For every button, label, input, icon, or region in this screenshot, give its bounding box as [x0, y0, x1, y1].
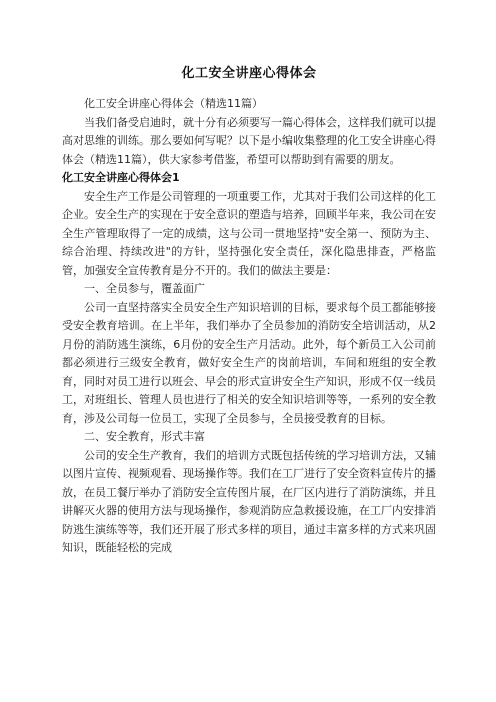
body-paragraph: 公司的安全生产教育，我们的培训方式既包括传统的学习培训方法，又辅以图片宣传、视频观看、现场操作等。我们在工厂进行了安全资料宣传片的播放，在员工餐厅举办了消防安全宣传图片展，在厂区内进行了消防演练，并且讲解灭火器的使用方法与现场操作，参观消防应急救援设施，在工厂内安排消防逃生演练等等，我们还开展了形式多样的项目，通过丰富多样的方式来巩固知识，既能轻松的完成	[62, 448, 436, 554]
document-title: 化工安全讲座心得体会	[181, 66, 317, 81]
document-subtitle: 化工安全讲座心得体会（精选11篇）	[84, 97, 263, 110]
subheading-1: 一、全员参与，覆盖面广	[84, 282, 205, 295]
body-paragraph: 公司一直坚持落实全员安全生产知识培训的目标，要求每个员工都能够接受安全教育培训。在上半年，我们举办了全员参加的消防安全培训活动，从2月份的消防逃生演练，6月份的安全生产月活动。此外，每个新员工入公司前都必须进行三级安全教育，做好安全生产的岗前培训，车间和班组的安全教育，同时对员工进行以班会、早会的形式宣讲安全生产知识，形成不仅一线员工，对班组长、管理人员也进行了相关的安全知识培训等等，一系列的安全教育，涉及公司每一位员工，实现了全员参与，全员接受教育的目标。	[62, 300, 436, 425]
intro-paragraph: 当我们备受启迪时，就十分有必须要写一篇心得体会，这样我们就可以提高对思维的训练。那么要如何写呢？以下是小编收集整理的化工安全讲座心得体会（精选11篇），供大家参考借鉴，希望可以帮助到有需要的朋友。	[62, 115, 436, 166]
section-heading: 化工安全讲座心得体会1	[62, 171, 180, 184]
subheading-2: 二、安全教育，形式丰富	[84, 430, 205, 443]
body-paragraph: 安全生产工作是公司管理的一项重要工作，尤其对于我们公司这样的化工企业。安全生产的实现在于安全意识的塑造与培养，回顾半年来，我公司在安全生产管理取得了一定的成绩，这与公司一贯地坚持"安全第一、预防为主、综合治理、持续改进"的方针，坚持强化安全责任，深化隐患排查，严格监管，加强安全宣传教育是分不开的。我们的做法主要是：	[62, 189, 436, 277]
